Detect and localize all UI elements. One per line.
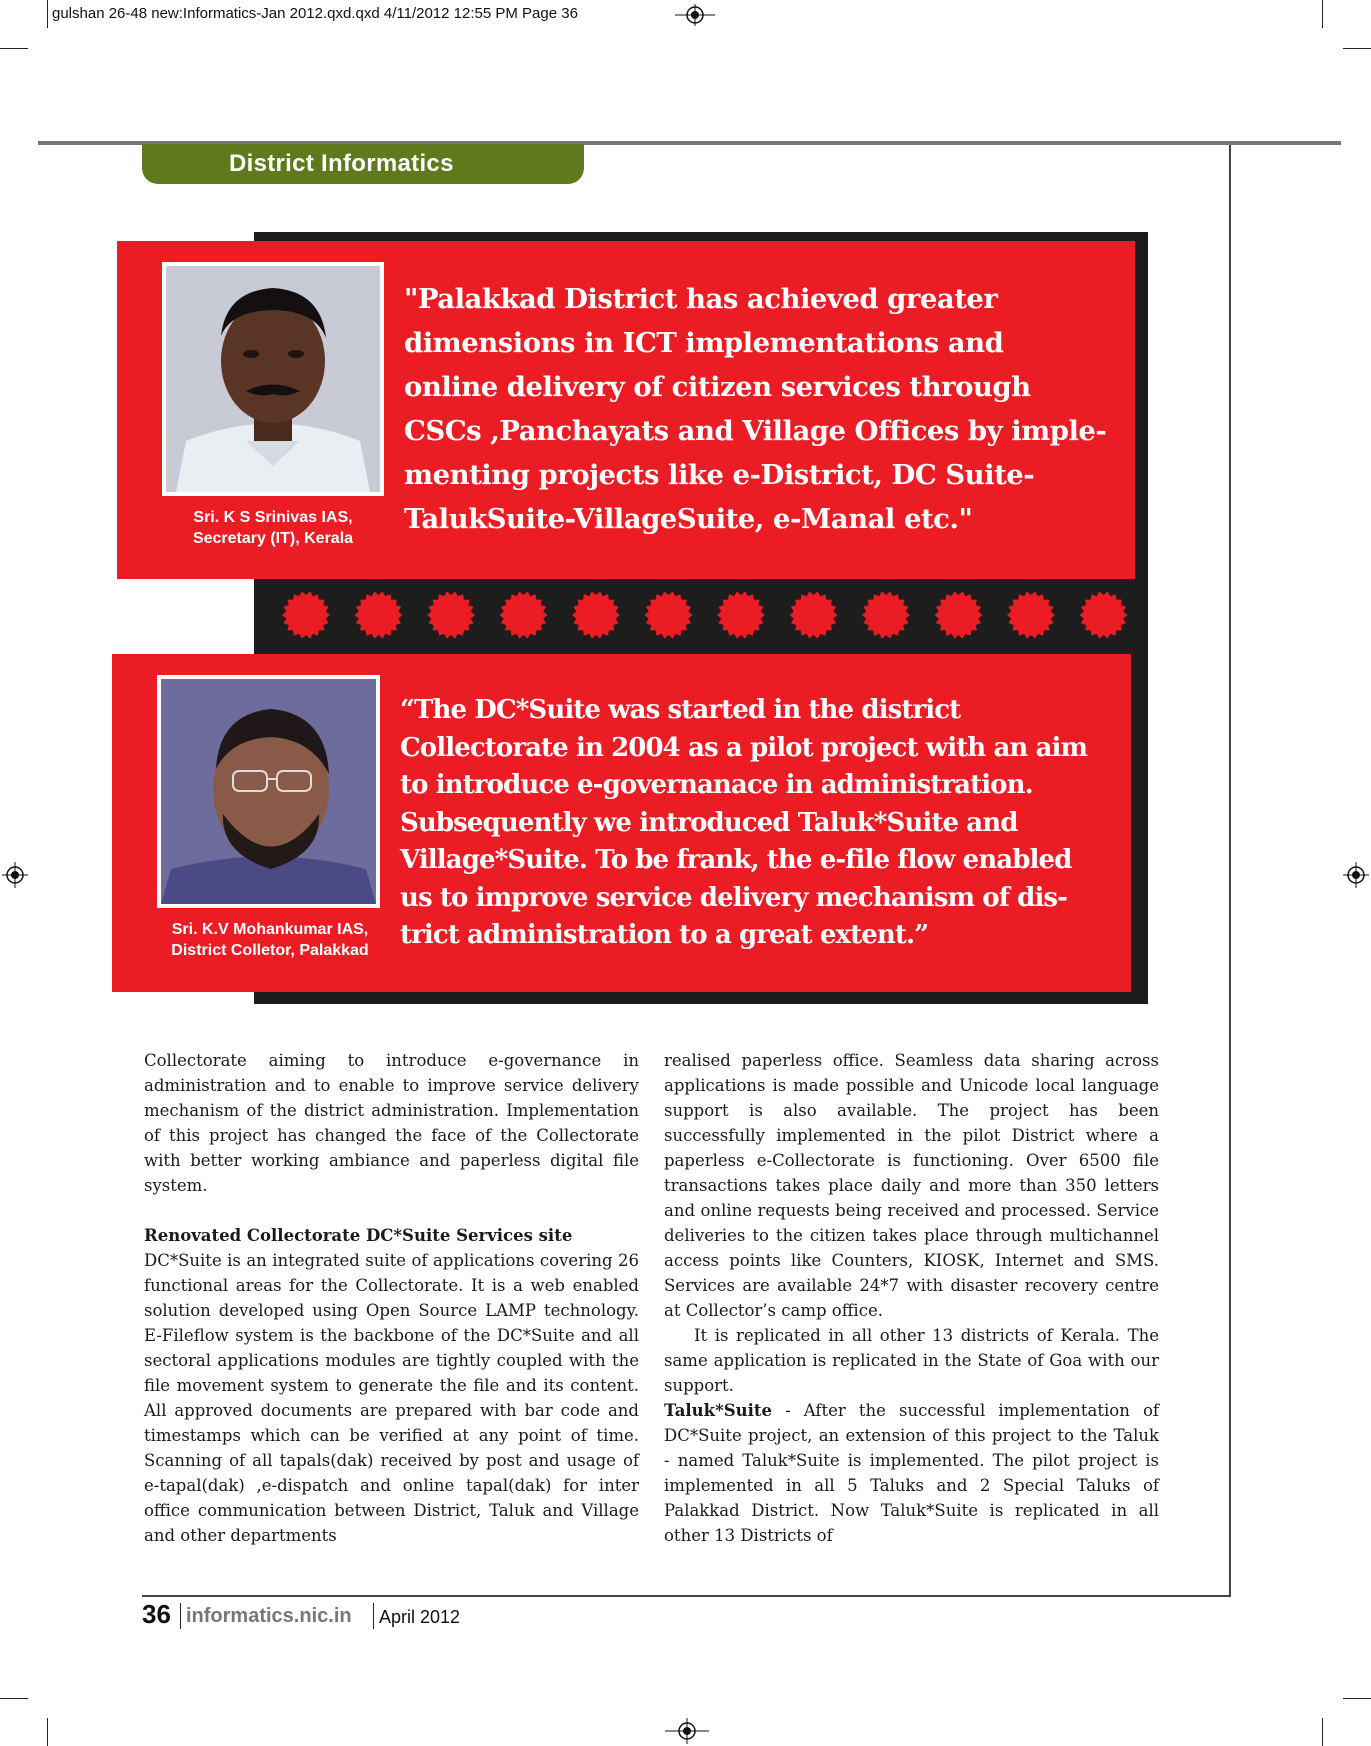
sunburst-dot-icon bbox=[645, 591, 693, 638]
sunburst-dot-icon bbox=[282, 591, 330, 638]
body-paragraph: Collectorate aiming to introduce e-governance in administration and to enable to improve service delivery mechanism of the district administration. Implementation of this project has changed the face of the Collectorate with better working ambiance and paperless digital file system. bbox=[144, 1051, 639, 1195]
sunburst-dot-icon bbox=[1007, 591, 1055, 638]
quote-line: TalukSuite-VillageSuite, e-Manal etc." bbox=[404, 503, 973, 535]
section-subheading: Renovated Collectorate DC*Suite Services site bbox=[144, 1226, 573, 1245]
sunburst-dot-icon bbox=[717, 591, 765, 638]
sunburst-dot-row bbox=[254, 585, 1148, 645]
right-rule bbox=[1229, 145, 1231, 1595]
crop-mark-icon bbox=[47, 1718, 48, 1746]
caption-title: Secretary (IT), Kerala bbox=[192, 530, 354, 547]
page-number: 36 bbox=[142, 1599, 171, 1629]
sunburst-dot-icon bbox=[355, 591, 403, 638]
crop-mark-icon bbox=[1343, 1698, 1371, 1699]
crop-mark-icon bbox=[47, 0, 48, 28]
body-paragraph: realised paperless office. Seamless data sharing across applications is made possible and Unicode local language support is also available. The project has been successfully implemented in the pilot District where a paperless e-Collectorate is functioning. Over 6500 file transactions takes place daily and more than 350 letters and online requests being received and processed. Service deliveries to the citizen takes place through multichannel access points like Counters, KIOSK, Internet and SMS. Services are available 24*7 with disaster recovery centre at Collector’s camp office. bbox=[664, 1051, 1159, 1320]
quote-line: CSCs ,Panchayats and Village Offices by imple- bbox=[404, 415, 1107, 447]
registration-mark-icon bbox=[675, 4, 715, 26]
crop-mark-icon bbox=[1322, 0, 1323, 28]
crop-mark-icon bbox=[1322, 1718, 1323, 1746]
portrait-photo-2 bbox=[157, 675, 380, 908]
crop-mark-icon bbox=[0, 1698, 28, 1699]
sunburst-dot-icon bbox=[427, 591, 475, 638]
quote-line: online delivery of citizen services through bbox=[404, 371, 1031, 403]
sunburst-dot-icon bbox=[790, 591, 838, 638]
quote-line: us to improve service delivery mechanism of dis- bbox=[400, 882, 1068, 913]
quote-line: "Palakkad District has achieved greater bbox=[404, 283, 998, 315]
registration-mark-icon bbox=[2, 862, 28, 888]
quote-line: Collectorate in 2004 as a pilot project with an aim bbox=[400, 732, 1088, 763]
crop-mark-icon bbox=[1343, 48, 1371, 49]
crop-mark-icon bbox=[0, 48, 28, 49]
section-label: District Informatics bbox=[142, 144, 584, 184]
registration-mark-icon bbox=[665, 1718, 709, 1744]
registration-mark-icon bbox=[1343, 862, 1369, 888]
quote-line: “The DC*Suite was started in the district bbox=[400, 695, 961, 725]
caption-title: District Colletor, Palakkad bbox=[171, 942, 369, 959]
quote-line: dimensions in ICT implementations and bbox=[404, 327, 1004, 359]
article-column-right bbox=[664, 1048, 1159, 1548]
quote-line: trict administration to a great extent.” bbox=[400, 920, 929, 950]
body-paragraph bbox=[664, 1398, 1159, 1548]
pull-quote-1 bbox=[404, 277, 1124, 541]
sunburst-dot-icon bbox=[500, 591, 548, 638]
sunburst-dot-icon bbox=[862, 591, 910, 638]
body-paragraph: DC*Suite is an integrated suite of applications covering 26 functional areas for the Collectorate. It is a web enabled solution developed using Open Source LAMP technology. E-Fileflow system is the backbone of the DC*Suite and all sectoral applications modules are tightly coupled with the file movement system to generate the file and its content. All approved documents are prepared with bar code and timestamps which can be verified at any point of time. Scanning of all tapals(dak) received by post and usage of e-tapal(dak) ,e-dispatch and online tapal(dak) for inter office communication between District, Taluk and Village and other departments bbox=[144, 1251, 639, 1545]
caption-name: Sri. K.V Mohankumar IAS, bbox=[171, 921, 369, 938]
portrait-photo-1 bbox=[162, 262, 384, 496]
portrait-caption-2 bbox=[150, 919, 390, 961]
pull-quote-2 bbox=[400, 692, 1110, 955]
article-column-left bbox=[144, 1048, 639, 1548]
body-text: - After the successful implementation of DC*Suite project, an extension of this project to the Taluk - named Taluk*Suite is implemented. The pilot project is implemented in all 5 Taluks and 2 Special Taluks of Palakkad District. Now Taluk*Suite is replicated in all other 13 Districts of bbox=[664, 1401, 1159, 1545]
body-paragraph: It is replicated in all other 13 districts of Kerala. The same application is replicated in the State of Goa with our support. bbox=[664, 1326, 1159, 1395]
run-in-heading: Taluk*Suite bbox=[664, 1401, 773, 1420]
quote-line: Village*Suite. To be frank, the e-file flow enabled bbox=[400, 845, 1072, 875]
quote-line: Subsequently we introduced Taluk*Suite and bbox=[400, 807, 1018, 838]
footer-site: informatics.nic.in bbox=[186, 1605, 352, 1627]
slug-line: gulshan 26-48 new:Informatics-Jan 2012.qxd.qxd 4/11/2012 12:55 PM Page 36 bbox=[52, 5, 578, 22]
portrait-caption-1 bbox=[162, 507, 384, 549]
caption-name: Sri. K S Srinivas IAS, bbox=[193, 509, 353, 526]
footer-issue: April 2012 bbox=[379, 1607, 461, 1627]
bottom-rule bbox=[142, 1595, 1231, 1597]
quote-line: menting projects like e-District, DC Suite- bbox=[404, 459, 1035, 491]
sunburst-dot-icon bbox=[572, 591, 620, 638]
sunburst-dot-icon bbox=[935, 591, 983, 638]
quote-line: to introduce e-governanace in administration. bbox=[400, 770, 1033, 800]
sunburst-dot-icon bbox=[1080, 591, 1128, 638]
